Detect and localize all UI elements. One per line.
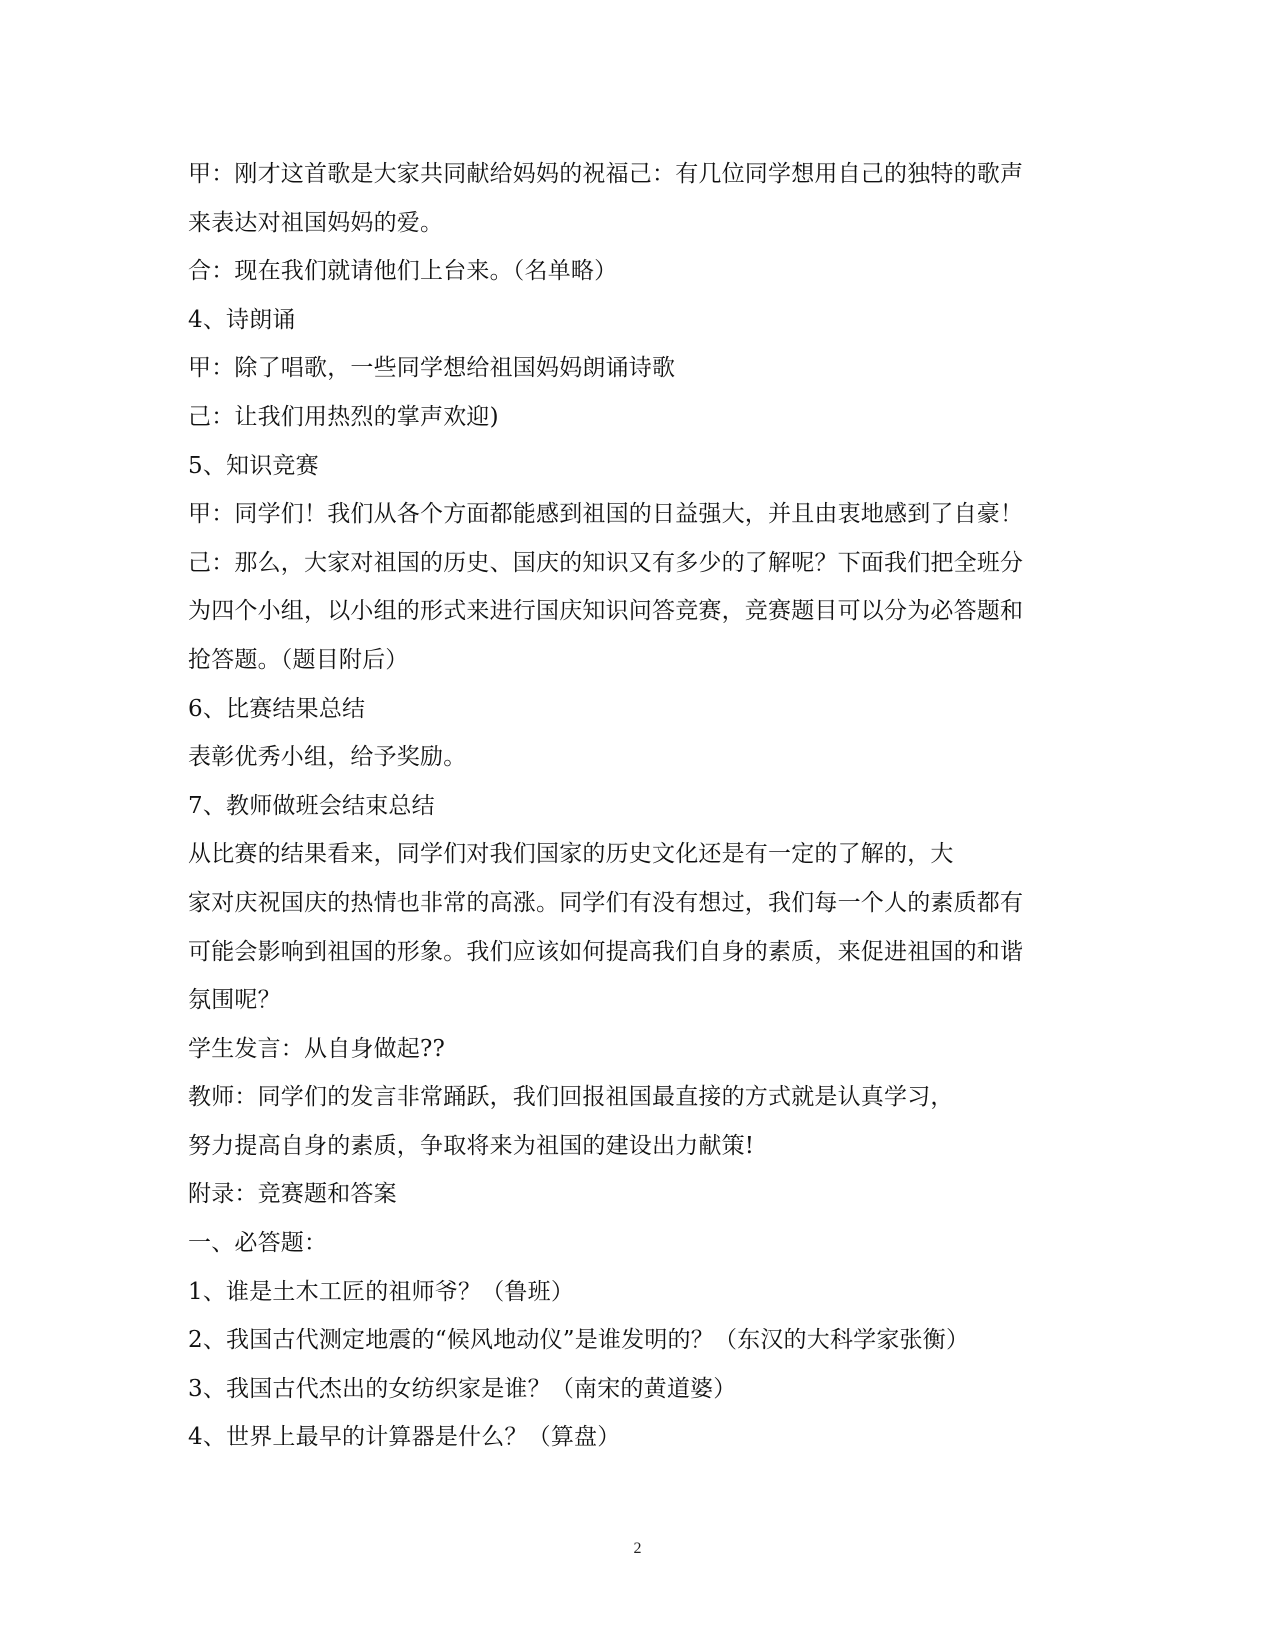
text-line: 学生发言：从自身做起??: [188, 1035, 446, 1062]
text-line: 氛围呢？: [188, 987, 281, 1014]
text-line: 来表达对祖国妈妈的爱。: [188, 209, 444, 236]
text-line: 可能会影响到祖国的形象。我们应该如何提高我们自身的素质，来促进祖国的和谐: [188, 938, 1024, 965]
text-line: 教师：同学们的发言非常踊跃，我们回报祖国最直接的方式就是认真学习，: [188, 1084, 954, 1111]
subsection-heading: 一、必答题：: [188, 1230, 328, 1257]
text-line: 抢答题。（题目附后）: [188, 646, 409, 673]
text-line: 合：现在我们就请他们上台来。（名单略）: [188, 258, 618, 285]
question-item: 4、世界上最早的计算器是什么？（算盘）: [188, 1424, 621, 1451]
section-heading: 5、知识竞赛: [188, 452, 319, 479]
section-heading: 7、教师做班会结束总结: [188, 792, 435, 819]
page-number: 2: [633, 1540, 642, 1557]
text-line: 甲：刚才这首歌是大家共同献给妈妈的祝福己：有几位同学想用自己的独特的歌声: [188, 161, 1024, 187]
section-heading: 4、诗朗诵: [188, 306, 296, 333]
text-line: 家对庆祝国庆的热情也非常的高涨。同学们有没有想过，我们每一个人的素质都有: [188, 889, 1024, 916]
document-body: [188, 150, 1088, 1462]
text-line: 努力提高自身的素质，争取将来为祖国的建设出力献策!: [188, 1132, 755, 1159]
question-item: 3、我国古代杰出的女纺织家是谁？（南宋的黄道婆）: [188, 1375, 737, 1402]
question-item: 2、我国古代测定地震的“候风地动仪”是谁发明的？（东汉的大科学家张衡）: [188, 1327, 970, 1354]
question-item: 1、谁是土木工匠的祖师爷？（鲁班）: [188, 1278, 575, 1305]
text-line: 己：让我们用热烈的掌声欢迎): [188, 403, 499, 430]
text-line: 为四个小组，以小组的形式来进行国庆知识问答竞赛，竞赛题目可以分为必答题和: [188, 598, 1024, 625]
appendix-heading: 附录：竞赛题和答案: [188, 1181, 397, 1208]
text-line: 甲：同学们！我们从各个方面都能感到祖国的日益强大，并且由衷地感到了自豪！: [188, 501, 1024, 528]
text-line: 表彰优秀小组，给予奖励。: [188, 744, 467, 771]
text-line: 从比赛的结果看来，同学们对我们国家的历史文化还是有一定的了解的，大: [188, 841, 954, 868]
text-line: 甲：除了唱歌，一些同学想给祖国妈妈朗诵诗歌: [188, 355, 676, 382]
section-heading: 6、比赛结果总结: [188, 695, 366, 722]
text-line: 己：那么，大家对祖国的历史、国庆的知识又有多少的了解呢？下面我们把全班分: [188, 549, 1024, 576]
